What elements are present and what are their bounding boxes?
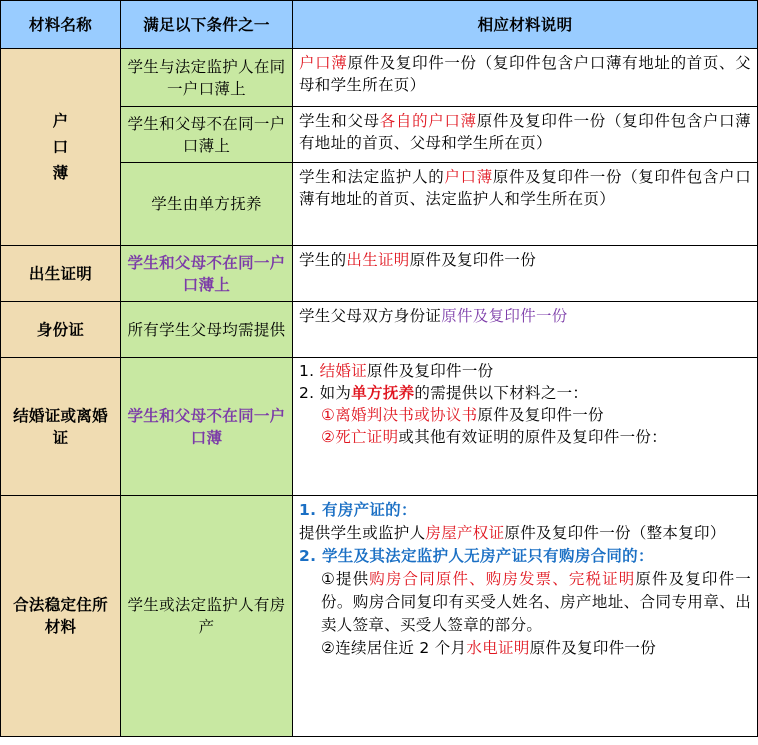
marriage-line-1-red: 结婚证 (319, 362, 368, 380)
residence-para-2-rest: 原件及复印件一份。购房合同复印有买受人姓名、房产地址、合同专用章、出卖人签章、买受人签章的部分。 (321, 570, 751, 634)
residence-para-2 (299, 568, 751, 637)
idcard-cond: 所有学生父母均需提供 (121, 302, 293, 358)
hukou-cond-2: 学生和父母不在同一户口薄上 (121, 107, 293, 163)
birth-desc-red: 出生证明 (346, 251, 410, 269)
marriage-line-3 (299, 404, 751, 426)
hukou-desc-1-rest: 原件及复印件一份（复印件包含户口薄有地址的首页、父母和学生所在页） (299, 54, 751, 94)
marriage-line-3-rest: 原件及复印件一份 (477, 406, 604, 424)
table-row (1, 302, 758, 358)
marriage-line-2-pre: 2. 如为 (299, 384, 352, 402)
marriage-line-2-red: 单方抚养 (351, 384, 415, 402)
idcard-desc (293, 302, 758, 358)
residence-para-3-rest: 原件及复印件一份 (529, 639, 657, 657)
table-row (1, 358, 758, 496)
table-row (1, 49, 758, 107)
birth-desc-pre: 学生的 (299, 251, 347, 269)
idcard-desc-purple: 原件及复印件一份 (441, 307, 568, 325)
hukou-cond-1: 学生与法定监护人在同一户口薄上 (121, 49, 293, 107)
birth-desc-rest: 原件及复印件一份 (409, 251, 537, 269)
idcard-desc-pre: 学生父母双方身份证 (299, 307, 442, 325)
residence-para-3 (299, 637, 751, 660)
residence-desc (293, 496, 758, 737)
table-row (1, 246, 758, 302)
residence-para-2-red: 购房合同原件、购房发票、完税证明 (369, 570, 636, 588)
idcard-name: 身份证 (1, 302, 121, 358)
hukou-cond-3: 学生由单方抚养 (121, 163, 293, 246)
marriage-cond: 学生和父母不在同一户口薄 (121, 358, 293, 496)
hukou-desc-2 (293, 107, 758, 163)
marriage-desc (293, 358, 758, 496)
hukou-desc-1 (293, 49, 758, 107)
hukou-desc-3 (293, 163, 758, 246)
residence-para-3-pre: ②连续居住近 2 个月 (321, 639, 467, 657)
marriage-line-2 (299, 382, 751, 404)
residence-para-1 (299, 522, 751, 545)
table-row (1, 496, 758, 737)
birth-cond: 学生和父母不在同一户口薄上 (121, 246, 293, 302)
hukou-desc-2-rest: 原件及复印件一份（复印件包含户口薄有地址的首页、父母和学生所在页） (299, 112, 751, 152)
residence-heading-1: 1. 有房产证的： (299, 501, 417, 519)
header-material-name: 材料名称 (1, 1, 121, 49)
marriage-line-4 (299, 426, 751, 448)
header-condition: 满足以下条件之一 (121, 1, 293, 49)
residence-name: 合法稳定住所材料 (1, 496, 121, 737)
residence-para-2-pre: ①提供 (321, 570, 370, 588)
marriage-line-3-red: ①离婚判决书或协议书 (321, 406, 478, 424)
hukou-name: 户 口 薄 (1, 49, 121, 246)
marriage-line-2-rest: 的需提供以下材料之一： (414, 384, 589, 402)
residence-para-1-pre: 提供学生或监护人 (299, 524, 426, 542)
marriage-line-1-num: 1. (299, 362, 320, 380)
hukou-desc-3-red: 户口薄 (444, 168, 493, 186)
residence-cond: 学生或法定监护人有房产 (121, 496, 293, 737)
residence-heading-2: 2. 学生及其法定监护人无房产证只有购房合同的： (299, 547, 654, 565)
residence-para-1-rest: 原件及复印件一份（整本复印） (504, 524, 726, 542)
marriage-line-1 (299, 360, 751, 382)
hukou-desc-3-rest: 原件及复印件一份（复印件包含户口薄有地址的首页、法定监护人和学生所在页） (299, 168, 751, 208)
marriage-name: 结婚证或离婚证 (1, 358, 121, 496)
birth-name: 出生证明 (1, 246, 121, 302)
marriage-line-4-red: ②死亡证明 (321, 428, 399, 446)
marriage-line-1-rest: 原件及复印件一份 (367, 362, 494, 380)
hukou-desc-3-pre: 学生和法定监护人的 (299, 168, 445, 186)
hukou-desc-2-red: 各自的户口薄 (379, 112, 477, 130)
hukou-desc-1-red: 户口薄 (299, 54, 348, 72)
residence-para-3-red: 水电证明 (466, 639, 530, 657)
marriage-line-4-rest: 或其他有效证明的原件及复印件一份： (398, 428, 668, 446)
residence-para-1-red: 房屋产权证 (425, 524, 505, 542)
header-description: 相应材料说明 (293, 1, 758, 49)
header-row (1, 1, 758, 49)
hukou-desc-2-pre: 学生和父母 (299, 112, 380, 130)
birth-desc (293, 246, 758, 302)
